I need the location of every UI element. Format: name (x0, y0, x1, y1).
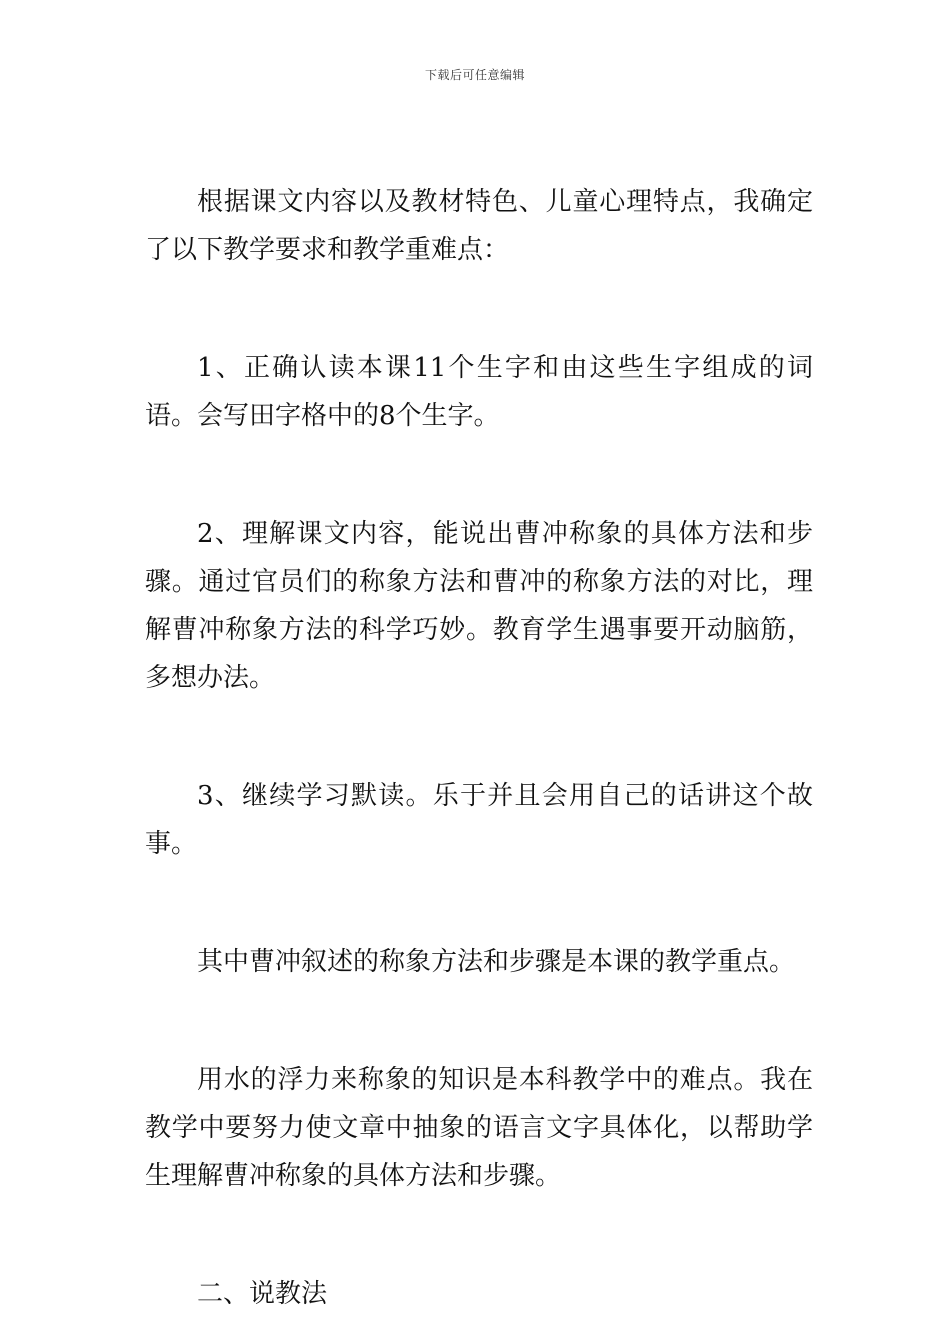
paragraph-goal-3: 3、继续学习默读。乐于并且会用自己的话讲这个故事。 (145, 781, 813, 859)
paragraph-goal-1: 1、正确认读本课11个生字和由这些生字组成的词语。会写田字格中的8个生字。 (145, 353, 813, 431)
document-body (145, 178, 813, 1318)
paragraph-teaching-requirements-intro: 根据课文内容以及教材特色、儿童心理特点，我确定了以下教学要求和教学重难点： (145, 187, 813, 265)
paragraph-difficult-point: 用水的浮力来称象的知识是本科教学中的难点。我在教学中要努力使文章中抽象的语言文字具体化，以帮助学生理解曹冲称象的具体方法和步骤。 (145, 1065, 813, 1191)
paragraph-goal-2: 2、理解课文内容，能说出曹冲称象的具体方法和步骤。通过官员们的称象方法和曹冲的称象方法的对比，理解曹冲称象方法的科学巧妙。教育学生遇事要开动脑筋，多想办法。 (145, 519, 813, 693)
section-heading-teaching-method: 二、说教法 (197, 1279, 328, 1309)
paragraph-key-point: 其中曹冲叙述的称象方法和步骤是本课的教学重点。 (197, 947, 796, 977)
page-header-note: 下载后可任意编辑 (424, 68, 525, 82)
